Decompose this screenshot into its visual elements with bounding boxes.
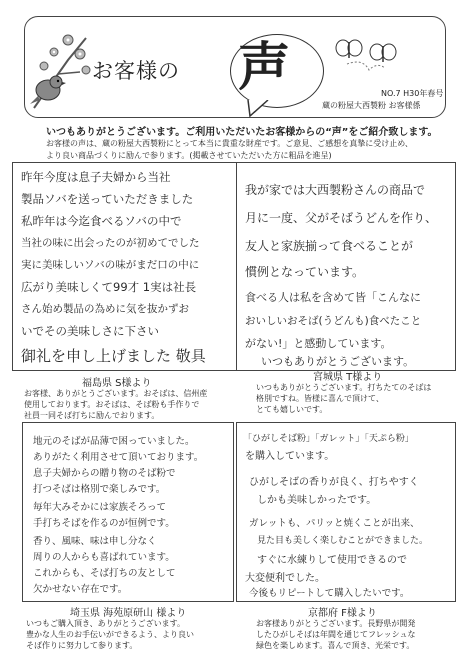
caption-line: そば作りに努力して参ります。: [26, 641, 138, 650]
handwritten-line: ガレットも、パリッと焼くことが出来、: [249, 518, 420, 529]
handwritten-line: 見た目も美しく楽しむことができました。: [257, 536, 429, 546]
handwritten-line: すぐに水練りして使用できるので: [257, 555, 407, 566]
handwritten-line: 欠かせない存在です。: [33, 584, 128, 595]
handwritten-line: 月に一度、父がそばうどんを作り、: [245, 211, 438, 225]
koe-heading: 声: [238, 38, 291, 98]
caption-heading: 京都府 F様より: [308, 608, 377, 619]
handwritten-line: これからも、そば打ちの友として: [33, 568, 176, 579]
handwritten-line: 製品ソバを送っていただきました: [21, 192, 194, 206]
intro-lead: いつもありがとうございます。ご利用いただいたお客様からの“声”をご紹介致します。: [46, 127, 438, 138]
handwritten-line: ひがしそばの香りが良く、打ちやすく: [249, 477, 419, 488]
handwritten-line: 御礼を申し上げました 敬具: [21, 347, 206, 365]
handwritten-line: 周りの人からも喜ばれています。: [33, 552, 175, 563]
handwritten-line: いでその美味しさに下さい: [21, 324, 159, 338]
feedback-card-4: [236, 422, 456, 602]
handwritten-line: 打つそばは格別で楽しみです。: [33, 484, 166, 495]
intro-body-1: お客様の声は、蔵の粉屋大西製粉にとって本当に貴重な財産です。ご意見、ご感想を真摯に受け止め、: [46, 139, 413, 148]
handwritten-line: 友人と家族揃って食べることが: [245, 239, 414, 253]
caption-line: 格別ですね。皆様に喜んで頂けて、: [256, 394, 384, 403]
handwritten-line: 手打ちそばを作るのが恒例です。: [33, 518, 175, 529]
caption-heading: 埼玉県 海苑原研山 様より: [70, 608, 187, 619]
caption-line: お客様ありがとうございます。長野県が開発: [256, 619, 416, 628]
company-name: 蔵の粉屋大西製粉 お客様係: [322, 101, 421, 110]
handwritten-line: 昨年今度は息子夫婦から当社: [21, 170, 171, 184]
handwritten-line: 大変便利でした。: [245, 573, 325, 584]
issue-number: NO.7 H30年春号: [381, 89, 444, 98]
feedback-card-1: [12, 162, 238, 371]
butterflies-illustration: [333, 36, 403, 76]
handwritten-line: 当社の味に出会ったのが初めてでした: [21, 237, 200, 249]
caption-heading: 福島県 S様より: [82, 378, 152, 389]
caption-line: したひがしそばは年間を通じてフレッシュな: [256, 630, 416, 639]
handwritten-line: を購入しています。: [245, 451, 335, 462]
handwritten-line: いつもありがとうございます。: [261, 355, 415, 368]
caption-line: いつもご購入頂き、ありがとうございます。: [26, 619, 186, 628]
handwritten-line: おいしいおそば(うどんも)食べたこと: [245, 315, 422, 327]
feedback-card-2: [236, 162, 456, 371]
handwritten-line: 地元のそばが品薄で困っていました。: [33, 436, 195, 447]
caption-heading: 宮城県 T様より: [313, 372, 383, 383]
handwritten-line: さん始め製品の為めに気を抜かずお: [21, 303, 189, 315]
caption-line: 社員一同そば打ちに励んでおります。: [24, 411, 160, 420]
handwritten-line: 息子夫婦からの贈り物のそば粉で: [33, 468, 176, 479]
speech-bubble-tail: [246, 100, 276, 118]
handwritten-line: 「ひがしそば粉」「ガレット」「天ぷら粉」: [243, 434, 414, 444]
caption-line: 豊かな人生のお手伝いができるよう、より良い: [26, 630, 194, 639]
handwritten-line: 慣例となっています。: [245, 265, 365, 279]
handwritten-line: 今後もリピートして購入したいです。: [249, 588, 410, 599]
handwritten-line: 毎年大みそかには家族そろって: [33, 502, 167, 513]
handwritten-line: 香り、風味、味は申し分なく: [33, 536, 157, 547]
handwritten-line: 食べる人は私を含めて皆「こんなに: [245, 291, 421, 304]
handwritten-line: 実に美味しいソバの味がまだ口の中に: [21, 259, 200, 271]
page-title: お客様の: [92, 59, 180, 83]
handwritten-line: 私昨年は今迄食べるソバの中で: [21, 214, 182, 228]
caption-line: お客様、ありがとうございます。おそばは、信州産: [24, 389, 208, 398]
caption-line: とても嬉しいです。: [256, 405, 328, 414]
bird-branch-illustration: [28, 30, 102, 110]
handwritten-line: ありがたく利用させて頂いております。: [33, 452, 204, 463]
handwritten-line: 広がり美味しくて99才 1実は社長: [21, 280, 197, 294]
handwritten-line: 我が家では大西製粉さんの商品で: [245, 183, 426, 197]
caption-line: 使用しております。おそばは、そば粉も手作りで: [24, 400, 200, 409]
handwritten-line: がない!」と感動しています。: [245, 337, 392, 350]
feedback-card-3: [22, 422, 234, 602]
caption-line: いつもありがとうございます。打ちたてのそばは: [256, 383, 432, 392]
caption-line: 緑色を楽しめます。喜んで頂き、光栄です。: [256, 641, 415, 650]
handwritten-line: しかも美味しかったです。: [257, 495, 377, 506]
intro-body-2: より良い商品づくりに励んで参ります。(掲載させていただいた方に粗品を進呈): [46, 151, 332, 160]
